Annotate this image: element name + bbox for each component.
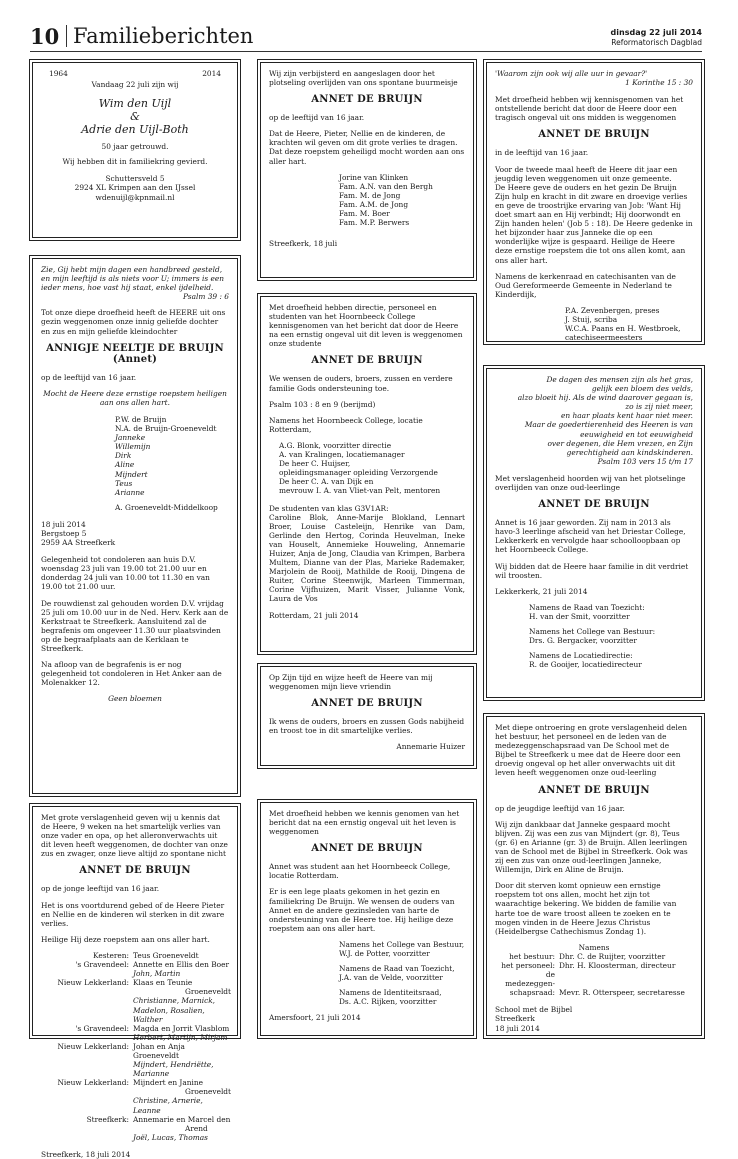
footer-line: School met de Bijbel [495,1005,573,1015]
row-label: Nieuw Lekkerland: [57,978,129,988]
row-label: Kesteren: [93,950,129,960]
psalm-reference: Psalm 103 : 8 en 9 (berijmd) [269,399,376,409]
notice-intro: Met grote verslagenheid geven wij u kennis dat de Heere, 9 weken na het smartelijk verlies van onze vader en opa, op het alleronverwachts uit dit leven heeft weggenomen, de dochter van onze zus en zwager, onze lieve altijd zo spontane nicht [41,813,228,859]
signer-name: W.C.A. Paans en H. Westbroek, [565,324,681,334]
notice-footer: Streefkerk, 18 juli 2014 [41,1149,131,1159]
on-behalf-text: Namens het Hoornbeeck College, locatie Rotterdam, [269,415,423,434]
notice-intro: Tot onze diepe droefheid heeft de HEERE uit ons gezin weggenomen onze innig geliefde dochter en zus en mijn geliefde kleindochter [41,308,226,336]
quote-line: over degenen, die Hem vrezen, en Zijn [547,438,693,448]
row-label: 's Gravendeel: [75,960,129,970]
row-label [41,1033,129,1042]
neighbours-notice [260,62,474,278]
prayer-line: Mocht de Heere deze ernstige roepstem heiligen [43,388,227,398]
place-date: Lekkerkerk, 21 juli 2014 [495,586,588,596]
relatives-list [41,950,232,1142]
parent-name: P.W. de Bruijn [115,414,167,424]
after-funeral-info: Na afloop van de begrafenis is er nog gelegenheid tot condoleren in Het Anker aan de Molenakker 12. [41,660,222,688]
notice-text: Wij zijn dankbaar dat Janneke gespaard mocht blijven. Zij was een zus van Mijndert (gr. 8), Teus (gr. 6) en Arianne (gr. 3) de Bruijn. Allen leerlingen van de School met de Bijbel in Streefkerk. Ook was zij een zus van onze oud-leerlingen Janneke, Willemijn, Dirk en Aline de Bruijn. [495,819,688,875]
quote-line: eeuwigheid en tot eeuwigheid [580,429,693,439]
row-label [41,1096,129,1114]
quote-reference: Psalm 39 : 6 [183,292,229,302]
row-value: Annette en Ellis den Boer [133,960,230,970]
row-value: Arend [185,1123,208,1133]
deceased-name: ANNET DE BRUIJN [538,499,650,511]
signer-role: Namens het College van Bestuur: [529,626,656,636]
notice-intro: Op Zijn tijd en wijze heeft de Heere van mij weggenomen mijn lieve vriendin [269,673,433,692]
deceased-age: op de leeftijd van 16 jaar. [41,372,137,382]
row-value [559,970,693,988]
address-line: 2924 XL Krimpen aan den IJssel [74,183,196,193]
child-name: Mijndert [115,469,148,479]
primary-school-notice [486,716,702,1036]
deceased-nickname: (Annet) [112,353,158,365]
row-value: Annemarie en Marcel den [133,1114,231,1124]
notice-text: Annet is 16 jaar geworden. Zij nam in 2013 als havo-3 leerlinge afscheid van het Driestar College, Lekkerkerk en vervolgde haar schoolloopbaan op het Hoornbeeck College. [495,518,686,555]
students-list: Caroline Blok, Anne-Marije Blokland, Lennart Broer, Louise Casteleijn, Henrike van Dam, Gerlinde den Hertog, Corinda Heuvelman, Ineke van Houselt, Annemieke Houweling, Annemarie Huizer, Anja de Jong, Claudia van Krimpen, Barbera Multem, Dianne van der Plas, Marieke Rademaker, Marjolein de Rooij, Mathilde de Rooij, Dingena de Ruiter, Corine Steenwijk, Marleen Timmerman, Corine Vijfhuizen, Marit Visser, Julianne Vonk, Laura de Vos [269,512,465,604]
row-label [41,1087,129,1096]
header-rule [30,51,702,52]
staff-name: De heer C. A. van Dijk en [279,477,374,487]
section-title: Familieberichten [66,25,253,47]
funeral-service-info: De rouwdienst zal gehouden worden D.V. vrijdag 25 juli om 10.00 uur in de Ned. Herv. Kerk aan de Kerkstraat te Streefkerk. Aansluitend zal de begrafenis om ongeveer 11.30 uur plaatsvinden op de begraafplaats aan de Kerklaan te Streefkerk. [41,598,229,653]
row-value: Mijndert en Janine [133,1078,204,1088]
deceased-age: op de leeftijd van 16 jaar. [269,113,365,123]
quote-line: gelijk een bloem des velds, [591,384,693,394]
quote-line: De dagen des mensen zijn als het gras, [546,375,693,384]
notice-intro: Met droefheid hebben we kennis genomen van het bericht dat na een ernstig ongeval uit het leven is weggenomen [269,809,460,837]
row-value: Joël, Lucas, Thomas [133,1132,208,1142]
wife-name: Adrie den Uijl-Both [81,123,189,137]
visitation-info: Gelegenheid tot condoleren aan huis D.V. woensdag 23 juli van 19.00 tot 21.00 uur en donderdag 24 juli van 10.00 tot 11.30 en van 19.00 tot 21.00 uur. [41,555,210,592]
row-label: het bestuur: [509,951,555,961]
row-label: Nieuw Lekkerland: [57,1041,129,1051]
street-address: Bergstoep 5 [41,528,87,538]
deceased-age: op de jeugdige leeftijd van 16 jaar. [495,803,625,813]
deceased-name: ANNET DE BRUIJN [311,698,423,710]
row-label [41,987,129,996]
staff-name: mevrouw I. A. van Vliet-van Pelt, mentoren [279,486,441,496]
publication-name: Reformatorisch Dagblad [611,38,702,47]
deceased-name: ANNET DE BRUIJN [79,865,191,877]
signer-name: Fam. M. Boer [339,209,390,219]
row-value: Magda en Jorrit Vlasblom [133,1023,230,1033]
quote-line: Maar de goedertierenheid des Heeren is van [524,420,693,430]
notice-footer: Streefkerk, 18 juli [269,239,338,249]
prayer-text: Het is ons voortdurend gebed of de Heere Pieter en Nellie en de kinderen wil sterken in dit zware verlies. [41,900,225,928]
row-value: Dhr. C. de Ruijter, voorzitter [559,951,666,961]
row-value: Madelon, Rosalien, Walther [133,1005,205,1024]
signers-list [495,952,693,997]
student-info: Annet was student aan het Hoornbeeck College, locatie Rotterdam. [269,862,451,881]
postal-address: 2959 AA Streefkerk [41,538,116,548]
row-label: het personeel: [501,960,555,970]
notice-date: 18 juli 2014 [41,519,86,529]
deceased-name: ANNET DE BRUIJN [538,129,650,141]
quote-line: gerechtigheid aan kindskinderen. [566,447,693,457]
notice-intro: Met verslagenheid hoorden wij van het plotselinge overlijden van onze oud-leerlinge [495,473,686,493]
deceased-name: ANNIGJE NEELTJE DE BRUIJN [46,342,224,354]
notice-footer: Rotterdam, 21 juli 2014 [269,610,359,620]
condolence-text: Dat de Heere, Pieter, Nellie en de kinderen, de krachten wil geven om dit grote verlies te dragen. Dat deze roepstem geheiligd mocht worden aan ons aller hart. [269,129,465,166]
church-notice [486,62,702,342]
row-value: Mijndert, Hendriëtte, [133,1060,214,1070]
celebrated-text: Wij hebben dit in familiekring gevierd. [62,157,208,167]
child-name: Willemijn [115,442,151,452]
row-value: Mevr. R. Otterspeer, secretaresse [559,988,685,998]
row-label: 's Gravendeel: [75,1023,129,1033]
signer-name: Fam. M.P. Berwers [339,218,410,228]
notice-intro: Wij zijn verbijsterd en aangeslagen door het plotseling overlijden van ons spontane buurmeisje [269,69,458,88]
call-text: Heilige Hij deze roepstem aan ons aller hart. [41,934,210,944]
child-name: Arianne [115,487,145,497]
signer-name: Ds. A.C. Rijken, voorzitter [339,997,437,1007]
issue-date: dinsdag 22 juli 2014 [610,28,702,37]
condolence-text: Ik wens de ouders, broers en zussen Gods nabijheid en troost toe in dit smartelijke verlies. [269,717,465,736]
row-label: Streefkerk: [86,1114,129,1124]
signer-role: Namens de Raad van Toezicht: [529,602,645,612]
signer-role: Namens de Locatiedirectie: [529,651,633,661]
condolence-text: We wensen de ouders, broers, zussen en verdere familie Gods ondersteuning toe. [269,374,453,393]
signer-name: Fam. A.M. de Jong [339,199,409,209]
quote-reference: Psalm 103 vers 15 t/m 17 [597,456,693,466]
deceased-name: ANNET DE BRUIJN [311,355,423,367]
deceased-name: ANNET DE BRUIJN [311,843,423,855]
signer-role: Namens de Identiteitsraad, [339,988,442,998]
on-behalf-label: Namens [578,942,610,952]
signer-name: Fam. A.N. van den Bergh [339,181,433,191]
notice-intro: Met droefheid hebben wij kennisgenomen van het ontstellende bericht dat door de Heere door een tragisch ongeval uit ons midden is weggenomen [495,95,684,123]
ampersand: & [130,110,140,124]
row-value: Herbert, Martijn, Mirjam [133,1032,228,1042]
row-label: schapsraad: [509,988,555,998]
staff-name: A. van Kralingen, locatiemanager [279,450,405,460]
quote-line: 'Waarom zijn ook wij alle uur in gevaar?' [495,69,648,78]
staff-name: De heer C. Huijser, [279,459,351,469]
board-notice [260,802,474,1036]
row-value: Teus Groeneveldt [133,950,199,960]
prayer-line: aan ons allen hart. [100,397,170,407]
quote-line: en mijn leeftijd is als niets voor U; immers is een [41,274,225,284]
row-value: Christine, Arnerie, Leanne [133,1096,203,1115]
prayer-text: Wij bidden dat de Heere haar familie in dit verdriet wil troosten. [495,561,689,580]
row-label [41,969,129,978]
signer-role: Namens de Raad van Toezicht, [339,964,455,974]
row-label [41,1133,129,1142]
signer-name: Fam. M. de Jong [339,190,401,200]
row-label [41,1006,129,1024]
footer-line: Streefkerk [495,1014,535,1024]
year-start: 1964 [49,69,68,78]
row-value: Marianne [133,1069,170,1079]
years-married: 50 jaar getrouwd. [101,142,169,152]
row-label [41,1069,129,1078]
quote-line: en haar plaats kent haar niet meer. [561,411,693,421]
notice-text: Door dit sterven komt opnieuw een ernstige roepstem tot ons allen, mocht het zijn tot waarachtige bekering. We bidden de familie van harte toe de ware troost alleen te zoeken en te mogen vinden in de Heere Jezus Christus (Heidelbergse Cathechismus Zondag 1). [495,881,677,936]
signer-name: W.J. de Potter, voorzitter [339,949,430,959]
row-label: de medezeggen- [505,970,555,989]
parent-name: N.A. de Bruijn-Groeneveldt [115,424,217,434]
relatives-death-notice [32,806,238,1159]
on-behalf-text: Namens de kerkenraad en catechisanten van de Oud Gereformeerde Gemeente in Nederland te Kinderdijk, [495,271,676,299]
husband-name: Wim den Uijl [98,97,172,111]
signer-name: Annemarie Huizer [396,742,465,752]
notice-intro: Met droefheid hebben directie, personeel en studenten van het Hoornbeeck College kennisgenomen van het bericht dat door de Heere na een ernstig ongeval uit dit leven is weggenomen onze studente [269,303,463,349]
quote-line: zo is zij niet meer, [625,402,693,412]
notice-text: De Heere geve de ouders en het gezin De Bruijn Zijn hulp en kracht in dit zware en droevige verlies en geve de troostrijke ervaring van Job: 'Want Hij doet smart aan en Hij verbindt; Hij doorwondt en Zijn handen helen' (Job 5 : 18). De Heere gedenke in het bijzonder haar zus Janneke die op een wonderlijke wijze is gespaard. Heilige de Heere deze ernstige roepstem die tot ons allen komt, aan ons aller hart. [495,182,693,265]
child-name: Janneke [115,433,146,443]
page-header [30,24,702,50]
staff-name: opleidingsmanager opleiding Verzorgende [279,468,438,478]
no-flowers-note: Geen bloemen [108,694,162,704]
signer-name: J. Stuij, scriba [565,314,618,324]
quote-reference: 1 Korinthe 15 : 30 [625,78,693,88]
row-value: Klaas en Teunie [133,978,193,988]
family-death-notice [32,258,238,794]
signer-role: Namens het College van Bestuur, [339,939,465,949]
signer-name: catechiseermeesters [565,333,643,343]
year-end: 2014 [202,69,221,78]
signer-name: P.A. Zevenbergen, preses [565,305,660,315]
child-name: Aline [115,460,135,470]
friend-notice [260,666,474,766]
quote-line: alzo bloeit hij. Als de wind daarover gegaan is, [517,393,693,403]
row-value: Groeneveldt [185,987,232,997]
row-label [41,1060,129,1069]
signer-name: R. de Gooijer, locatiedirecteur [529,660,642,670]
footer-line: 18 juli 2014 [495,1023,540,1033]
signer-name: H. van der Smit, voorzitter [529,611,630,621]
row-value: Dhr. H. Kloosterman, directeur [559,960,676,970]
signer-name: Drs. G. Bergacker, voorzitter [529,636,637,646]
anniversary-intro: Vandaag 22 juli zijn wij [91,80,179,90]
quote-line: Zie, Gij hebt mijn dagen een handbreed gesteld, [41,265,223,274]
college-notice [260,296,474,652]
deceased-age: in de leeftijd van 16 jaar. [495,148,589,158]
notice-text: Voor de tweede maal heeft de Heere dit jaar een jeugdig leven weggenomen uit onze gemeente. [495,164,678,183]
row-label [41,1124,129,1133]
address-line: Schuttersveld 5 [105,174,165,184]
row-value: John, Martin [133,969,181,979]
deceased-name: ANNET DE BRUIJN [538,784,650,796]
row-value: Groeneveldt [185,1087,232,1097]
email-address[interactable]: wdenuijl@kpnmail.nl [95,192,175,202]
row-label: Nieuw Lekkerland: [57,1078,129,1088]
quote-line: ieder mens, hoe vast hij staat, enkel ijdelheid. [41,283,214,293]
page-number: 10 [30,24,60,49]
row-value: Johan en Anja Groeneveldt [133,1041,185,1060]
deceased-name: ANNET DE BRUIJN [311,94,423,106]
anniversary-notice [32,62,238,238]
deceased-age: op de jonge leeftijd van 16 jaar. [41,884,160,894]
grandmother-name: A. Groeneveldt-Middelkoop [115,502,218,512]
signer-name: Jorine van Klinken [339,172,409,182]
students-intro: De studenten van klas G3V1AR: [269,503,389,513]
child-name: Dirk [115,451,132,461]
row-label [41,996,129,1005]
staff-name: A.G. Blonk, voorzitter directie [279,440,392,450]
child-name: Teus [115,478,133,488]
signer-name: J.A. van de Velde, voorzitter [339,973,443,983]
notice-intro: Met diepe ontroering en grote verslagenheid delen het bestuur, het personeel en de leden van de medezeggenschapsraad van De School met de Bijbel te Streefkerk u mee dat de Heere door een droevig ongeval op het aller onverwachts uit dit leven heeft weggenomen onze oud-leerling [495,723,688,778]
row-value: Christianne, Marnick, [133,996,216,1006]
school-notice [486,368,702,698]
notice-footer: Amersfoort, 21 juli 2014 [269,1012,361,1022]
condolence-text: Er is een lege plaats gekomen in het gezin en familiekring De Bruijn. We wensen de ouders van Annet en de andere gezinsleden van harte de ondersteuning van de Heere toe. Hij heilige deze roepstem aan ons aller hart. [269,887,455,933]
